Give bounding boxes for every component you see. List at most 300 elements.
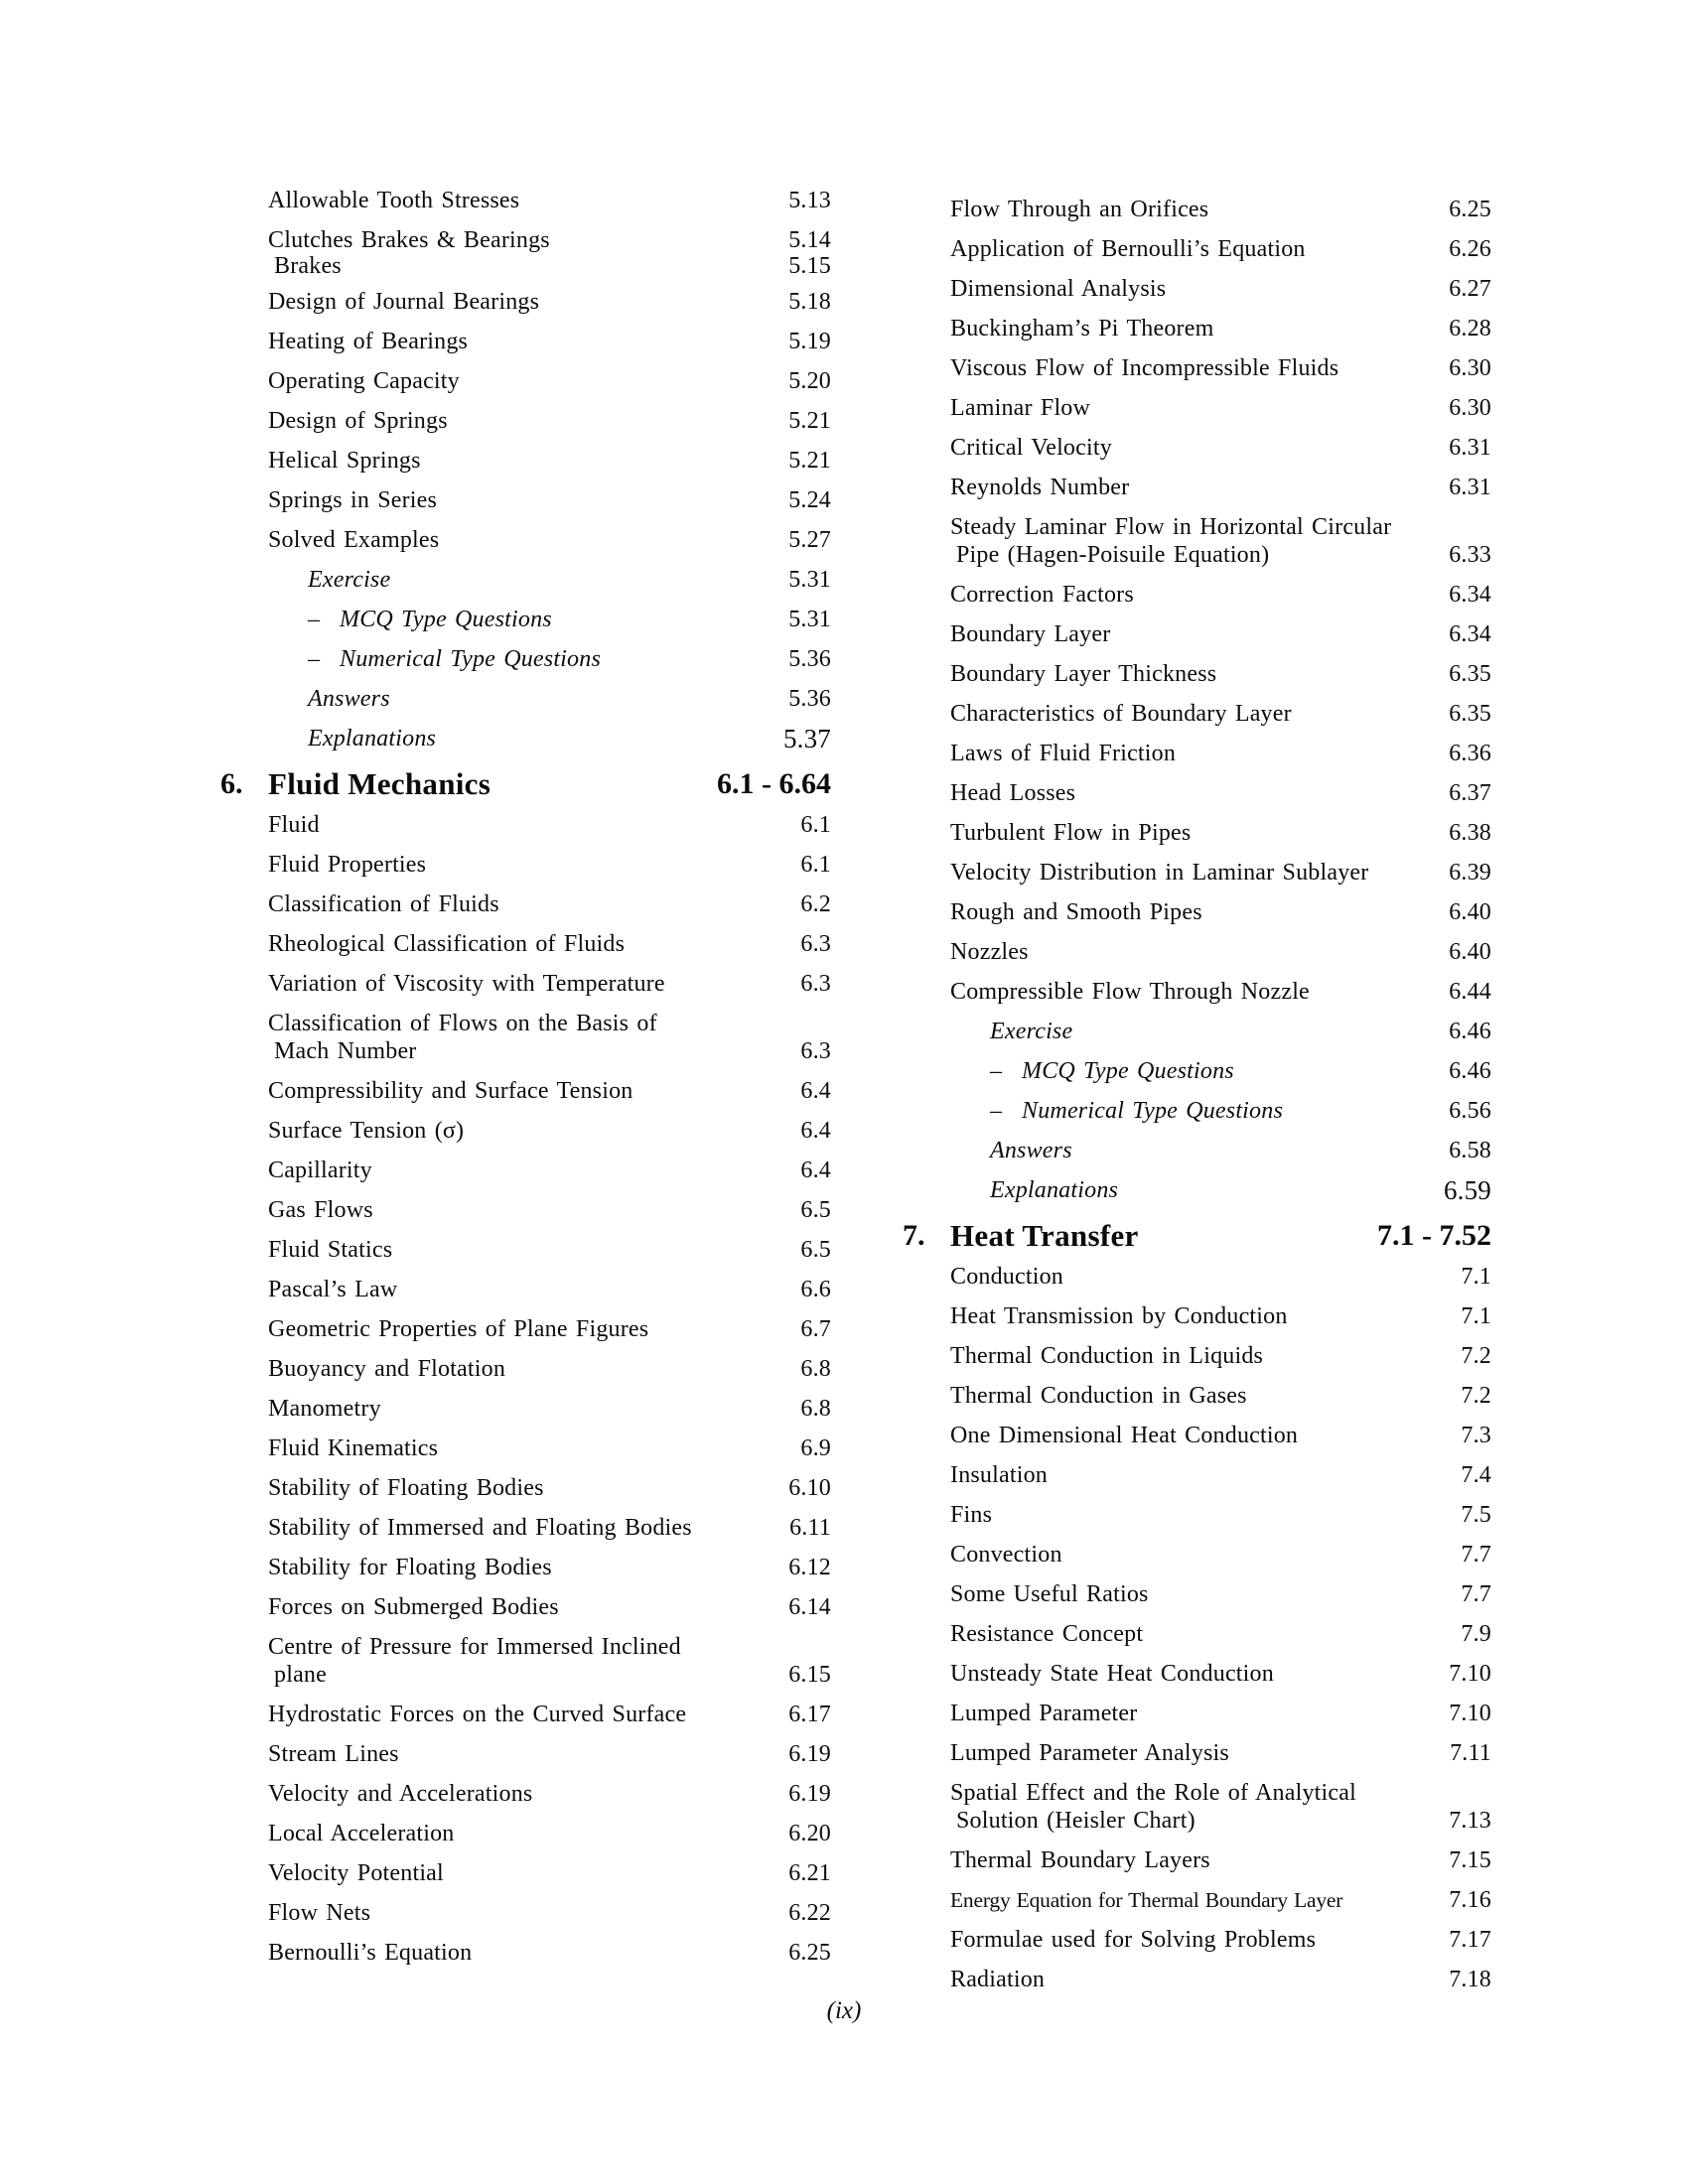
toc-entry-page: 7.9 — [1461, 1621, 1491, 1647]
toc-entry — [950, 1574, 1491, 1614]
toc-entry-label — [268, 486, 437, 514]
toc-entry-label — [950, 196, 1208, 223]
toc-entry-label — [950, 859, 1368, 887]
toc-entry-page: 5.31 — [788, 607, 831, 632]
toc-entry-line1: Stability for Floating Bodies — [268, 1555, 552, 1580]
toc-entry-line1: Rough and Smooth Pipes — [950, 899, 1202, 925]
toc-entry-label — [950, 1966, 1045, 1993]
toc-entry-page: 6.17 — [788, 1702, 831, 1727]
toc-entry — [950, 1455, 1491, 1495]
toc-entry-label — [268, 1633, 681, 1689]
toc-entry-label — [268, 1395, 381, 1423]
toc-entry-label — [268, 645, 601, 673]
toc-entry-page: 5.14 — [788, 227, 831, 253]
toc-entry-label — [268, 407, 448, 435]
toc-entry-label — [950, 1097, 1283, 1125]
toc-entry-label — [950, 660, 1216, 688]
toc-entry-line1: Stability of Immersed and Floating Bodies — [268, 1515, 692, 1541]
toc-entry — [268, 1270, 831, 1309]
toc-entry — [950, 813, 1491, 853]
toc-entry-line1: Gas Flows — [268, 1197, 373, 1223]
toc-entry-line1: Surface Tension (σ) — [268, 1118, 465, 1144]
toc-entry-line1: Brakes — [274, 253, 342, 279]
toc-entry-label — [950, 1779, 1356, 1835]
toc-entry-line1: Design of Springs — [268, 408, 448, 434]
toc-entry-line1: Dimensional Analysis — [950, 276, 1167, 302]
toc-entry — [268, 639, 831, 679]
toc-entry-line1: Exercise — [308, 567, 391, 593]
toc-entry-label — [268, 1077, 633, 1105]
toc-entry-page: 6.39 — [1449, 860, 1491, 886]
toc-entry — [950, 507, 1491, 575]
toc-entry-page: 6.4 — [800, 1158, 831, 1183]
toc-entry-page: 6.35 — [1449, 701, 1491, 727]
toc-entry-line1: Energy Equation for Thermal Boundary Layer — [950, 1888, 1343, 1912]
toc-entry — [950, 1880, 1491, 1920]
toc-entry-label — [268, 1780, 532, 1808]
toc-entry — [950, 614, 1491, 654]
toc-entry-label — [268, 890, 499, 918]
chapter-title: Heat Transfer — [950, 1218, 1139, 1253]
toc-entry-label — [950, 1620, 1143, 1648]
toc-entry-page: 6.5 — [800, 1197, 831, 1223]
toc-entry-page: 6.11 — [789, 1515, 831, 1541]
toc-entry-line1: Formulae used for Solving Problems — [950, 1927, 1317, 1953]
toc-entry-label — [268, 1701, 686, 1728]
toc-entry-label — [268, 187, 519, 214]
toc-entry-line1: Compressible Flow Through Nozzle — [950, 979, 1310, 1005]
toc-entry-label — [950, 235, 1306, 263]
toc-entry-page: 7.4 — [1461, 1462, 1491, 1488]
page-footer: (ix) — [826, 1997, 862, 2024]
toc-entry-line1: Hydrostatic Forces on the Curved Surface — [268, 1702, 687, 1727]
toc-entry-label — [950, 1018, 1072, 1045]
toc-entry-label — [950, 1580, 1149, 1608]
toc-entry-label — [950, 1501, 992, 1529]
toc-entry-page: 5.37 — [782, 724, 831, 753]
toc-entry — [950, 1614, 1491, 1654]
toc-entry — [268, 181, 831, 220]
toc-entry — [268, 1151, 831, 1190]
toc-entry-page: 6.19 — [788, 1741, 831, 1767]
toc-entry-page: 6.3 — [800, 1038, 831, 1064]
toc-entry-line1: Convection — [950, 1542, 1062, 1568]
toc-entry-label — [950, 978, 1310, 1006]
toc-entry-line1: Geometric Properties of Plane Figures — [268, 1316, 649, 1342]
toc-entry — [268, 220, 831, 260]
toc-entry-label — [268, 1514, 692, 1542]
toc-entry-label — [268, 526, 439, 554]
toc-entry-line1: Characteristics of Boundary Layer — [950, 701, 1292, 727]
toc-entry-label — [950, 354, 1338, 382]
toc-entry-line1: Classification of Fluids — [268, 891, 499, 917]
toc-entry-line1: Nozzles — [950, 939, 1029, 965]
toc-entry-line1: Helical Springs — [268, 448, 421, 474]
toc-entry-label — [268, 226, 550, 254]
chapter-number: 6. — [220, 767, 243, 800]
toc-entry-line1: Explanations — [308, 726, 437, 751]
toc-entry-line1: Boundary Layer — [950, 621, 1111, 647]
toc-entry — [950, 1495, 1491, 1535]
toc-entry-line1: Lumped Parameter Analysis — [950, 1740, 1229, 1766]
toc-entry-label — [268, 811, 320, 839]
toc-entry-line1: Some Useful Ratios — [950, 1581, 1149, 1607]
toc-entry-line1: Numerical Type Questions — [340, 646, 601, 672]
toc-entry-page: 6.14 — [788, 1594, 831, 1620]
toc-entry-page: 7.13 — [1449, 1808, 1491, 1834]
toc-entry-line2: Mach Number — [274, 1038, 417, 1064]
toc-entry — [950, 1170, 1491, 1210]
toc-entry-label — [950, 394, 1090, 422]
toc-entry-line1: Operating Capacity — [268, 368, 460, 394]
toc-entry — [268, 1814, 831, 1853]
toc-entry-label — [950, 1739, 1229, 1767]
toc-entry — [268, 1695, 831, 1734]
toc-entry-label — [950, 819, 1191, 847]
toc-entry-line1: Centre of Pressure for Immersed Inclined — [268, 1634, 681, 1660]
toc-entry — [268, 253, 831, 282]
toc-entry-page: 6.37 — [1449, 780, 1491, 806]
toc-entry-line1: Stream Lines — [268, 1741, 399, 1767]
toc-entry-line1: Solved Examples — [268, 527, 440, 553]
toc-entry — [950, 1535, 1491, 1574]
toc-entry-label — [950, 275, 1166, 303]
toc-entry — [268, 1853, 831, 1893]
toc-entry-line1: Forces on Submerged Bodies — [268, 1594, 559, 1620]
toc-entry-page: 7.18 — [1449, 1967, 1491, 1992]
toc-entry — [268, 1071, 831, 1111]
toc-entry-label — [950, 1382, 1247, 1410]
toc-entry-label — [268, 1236, 392, 1264]
toc-entry-label — [950, 1422, 1298, 1449]
toc-entry-label — [950, 513, 1391, 569]
toc-entry-page: 6.19 — [788, 1781, 831, 1807]
toc-entry — [950, 269, 1491, 309]
toc-entry-label — [950, 1926, 1316, 1954]
toc-entry-page: 7.10 — [1449, 1661, 1491, 1687]
toc-entry — [950, 1694, 1491, 1733]
toc-entry-page: 6.22 — [788, 1900, 831, 1926]
toc-entry-label — [950, 1700, 1137, 1727]
toc-entry — [268, 1627, 831, 1695]
toc-entry — [268, 719, 831, 758]
toc-entry-line1: Steady Laminar Flow in Horizontal Circular — [950, 514, 1392, 540]
toc-entry-page: 6.2 — [800, 891, 831, 917]
toc-entry-label — [268, 1117, 464, 1145]
toc-entry-label — [950, 1302, 1288, 1330]
toc-entry-line1: Buoyancy and Flotation — [268, 1356, 506, 1382]
toc-entry-line1: Conduction — [950, 1264, 1063, 1290]
toc-entry-line1: Flow Nets — [268, 1900, 371, 1926]
toc-entry-page: 7.11 — [1450, 1740, 1491, 1766]
toc-entry-page: 5.15 — [788, 253, 831, 279]
toc-entry-page: 6.31 — [1449, 435, 1491, 461]
toc-entry-line1: Answers — [990, 1138, 1072, 1163]
toc-entry-page: 7.15 — [1449, 1847, 1491, 1873]
toc-entry-page: 7.17 — [1449, 1927, 1491, 1953]
toc-entry-label — [268, 1899, 370, 1927]
toc-entry-label — [950, 898, 1202, 926]
toc-entry-page: 6.34 — [1449, 582, 1491, 608]
toc-entry — [950, 1960, 1491, 1999]
dash-bullet: – — [990, 1058, 1003, 1084]
toc-entry-page: 6.44 — [1449, 979, 1491, 1005]
toc-entry — [950, 932, 1491, 972]
toc-entry — [268, 401, 831, 441]
toc-entry-line1: Insulation — [950, 1462, 1048, 1488]
toc-entry — [950, 468, 1491, 507]
toc-entry-page: 6.8 — [800, 1356, 831, 1382]
toc-entry-page: 6.10 — [788, 1475, 831, 1501]
toc-entry — [268, 1349, 831, 1389]
toc-entry-label — [268, 1554, 552, 1581]
toc-column-right — [903, 190, 1491, 1999]
toc-entry-line1: Heating of Bearings — [268, 329, 469, 354]
toc-entry-label — [950, 474, 1129, 501]
toc-entry-line1: Unsteady State Heat Conduction — [950, 1661, 1274, 1687]
toc-entry-line1: MCQ Type Questions — [340, 607, 552, 632]
toc-entry-page: 7.2 — [1461, 1343, 1491, 1369]
toc-entry-page: 6.1 — [800, 812, 831, 838]
toc-entry-label — [268, 930, 625, 958]
toc-entry — [950, 1654, 1491, 1694]
toc-entry — [950, 1773, 1491, 1841]
toc-entry-line1: Fluid Statics — [268, 1237, 393, 1263]
toc-entry-page: 6.21 — [788, 1860, 831, 1886]
toc-entry — [268, 1190, 831, 1230]
toc-entry-line1: Manometry — [268, 1396, 381, 1422]
toc-entry — [268, 560, 831, 600]
toc-entry — [268, 1468, 831, 1508]
toc-entry-line1: Thermal Boundary Layers — [950, 1847, 1210, 1873]
toc-entry — [268, 1893, 831, 1933]
toc-entry-label — [950, 1846, 1210, 1874]
toc-entry — [950, 1051, 1491, 1091]
toc-entry-label — [268, 566, 390, 594]
toc-entry-line1: One Dimensional Heat Conduction — [950, 1423, 1299, 1448]
toc-entry — [950, 1131, 1491, 1170]
toc-entry-page: 6.1 — [800, 852, 831, 878]
toc-entry — [268, 1429, 831, 1468]
toc-entry — [950, 773, 1491, 813]
toc-entry-line1: Buckingham’s Pi Theorem — [950, 316, 1214, 341]
toc-entry — [950, 1336, 1491, 1376]
toc-entry — [950, 654, 1491, 694]
toc-entry-page: 6.12 — [788, 1555, 831, 1580]
toc-entry-page: 6.33 — [1449, 542, 1491, 568]
toc-entry-page: 6.4 — [800, 1078, 831, 1104]
toc-entry-label — [268, 685, 390, 713]
toc-entry — [268, 885, 831, 924]
toc-entry-line1: Springs in Series — [268, 487, 438, 513]
toc-entry-line1: Resistance Concept — [950, 1621, 1144, 1647]
toc-entry-line1: Velocity and Accelerations — [268, 1781, 533, 1807]
toc-entry-page: 6.3 — [800, 931, 831, 957]
toc-entry-page: 6.40 — [1449, 939, 1491, 965]
toc-entry-page: 6.5 — [800, 1237, 831, 1263]
toc-entry — [950, 853, 1491, 892]
toc-entry-label — [268, 1939, 472, 1967]
toc-entry-page: 6.46 — [1449, 1058, 1491, 1084]
toc-entry-label — [950, 1886, 1342, 1914]
chapter-page-range: 6.1 - 6.64 — [717, 767, 831, 800]
toc-entry — [950, 694, 1491, 734]
toc-entry — [950, 428, 1491, 468]
toc-entry-label — [268, 1355, 505, 1383]
toc-entry-line1: Stability of Floating Bodies — [268, 1475, 544, 1501]
toc-entry-label — [268, 1315, 648, 1343]
toc-entry-page: 6.40 — [1449, 899, 1491, 925]
toc-entry-label — [268, 252, 342, 280]
dash-bullet: – — [990, 1098, 1003, 1124]
toc-entry-page: 6.25 — [788, 1940, 831, 1966]
toc-entry — [268, 1389, 831, 1429]
toc-entry-label — [950, 1263, 1063, 1291]
toc-entry — [268, 924, 831, 964]
toc-entry-page: 6.15 — [788, 1662, 831, 1688]
toc-entry-page: 7.1 — [1461, 1303, 1491, 1329]
chapter-heading — [220, 758, 831, 805]
toc-entry-line1: Heat Transmission by Conduction — [950, 1303, 1288, 1329]
toc-entry-page: 6.3 — [800, 971, 831, 997]
toc-entry — [950, 1257, 1491, 1297]
toc-entry-line1: Fluid Properties — [268, 852, 427, 878]
dash-bullet: – — [308, 607, 321, 632]
toc-entry-line1: Velocity Distribution in Laminar Sublayer — [950, 860, 1369, 886]
toc-entry — [268, 679, 831, 719]
toc-entry-page: 5.18 — [788, 289, 831, 315]
toc-entry-page: 5.20 — [788, 368, 831, 394]
dash-bullet: – — [308, 646, 321, 672]
toc-entry — [268, 480, 831, 520]
toc-column-left — [220, 181, 831, 1973]
toc-entry-page: 6.31 — [1449, 475, 1491, 500]
toc-entry — [950, 1091, 1491, 1131]
toc-entry — [950, 1297, 1491, 1336]
toc-entry-page: 5.27 — [788, 527, 831, 553]
toc-entry-label — [950, 1461, 1048, 1489]
toc-entry-line1: Allowable Tooth Stresses — [268, 188, 520, 213]
toc-entry-page: 7.3 — [1461, 1423, 1491, 1448]
toc-entry-label — [950, 434, 1112, 462]
toc-entry-page: 5.31 — [788, 567, 831, 593]
toc-entry — [268, 1734, 831, 1774]
toc-entry-label — [268, 1740, 399, 1768]
toc-entry-label — [950, 1176, 1118, 1204]
toc-entry — [950, 309, 1491, 348]
toc-entry — [950, 734, 1491, 773]
toc-entry-page: 5.24 — [788, 487, 831, 513]
toc-entry-line1: Viscous Flow of Incompressible Fluids — [950, 355, 1339, 381]
toc-entry — [950, 1733, 1491, 1773]
toc-entry — [268, 520, 831, 560]
toc-entry-label — [950, 620, 1110, 648]
toc-entry-page: 6.46 — [1449, 1019, 1491, 1044]
toc-entry-page: 7.1 — [1461, 1264, 1491, 1290]
toc-entry-label — [950, 1541, 1062, 1569]
toc-entry-line1: Laws of Fluid Friction — [950, 741, 1177, 766]
toc-entry-label — [268, 1434, 438, 1462]
toc-entry-line1: Compressibility and Surface Tension — [268, 1078, 633, 1104]
toc-entry-page: 6.28 — [1449, 316, 1491, 341]
toc-entry-line1: Application of Bernoulli’s Equation — [950, 236, 1306, 262]
toc-entry-label — [268, 288, 539, 316]
toc-entry-line1: Radiation — [950, 1967, 1046, 1992]
toc-entry-page: 5.21 — [788, 408, 831, 434]
toc-entry-line1: Answers — [308, 686, 390, 712]
toc-entry-page: 6.27 — [1449, 276, 1491, 302]
toc-entry-page: 6.30 — [1449, 355, 1491, 381]
chapter-page-range: 7.1 - 7.52 — [1377, 1219, 1491, 1252]
toc-entry — [950, 1012, 1491, 1051]
toc-entry-line1: Flow Through an Orifices — [950, 197, 1209, 222]
toc-entry — [268, 1774, 831, 1814]
toc-entry-line1: Explanations — [990, 1177, 1119, 1203]
toc-entry-label — [268, 1859, 444, 1887]
toc-entry-label — [950, 581, 1134, 609]
toc-entry-label — [950, 1342, 1263, 1370]
toc-entry-page: 6.56 — [1449, 1098, 1491, 1124]
toc-entry-label — [268, 1474, 544, 1502]
toc-entry-page: 6.30 — [1449, 395, 1491, 421]
toc-entry-label — [268, 851, 426, 879]
toc-entry-line1: Fluid Kinematics — [268, 1435, 439, 1461]
toc-entry-line2: plane — [274, 1662, 327, 1688]
toc-entry — [268, 361, 831, 401]
toc-entry-line1: Numerical Type Questions — [1022, 1098, 1283, 1124]
toc-entry-page: 6.4 — [800, 1118, 831, 1144]
toc-entry-page: 7.10 — [1449, 1701, 1491, 1726]
toc-entry-page: 5.36 — [788, 646, 831, 672]
toc-entry-label — [268, 970, 665, 998]
toc-entry-page: 6.25 — [1449, 197, 1491, 222]
toc-entry — [268, 282, 831, 322]
toc-entry — [950, 388, 1491, 428]
toc-entry — [268, 805, 831, 845]
toc-entry-page: 6.26 — [1449, 236, 1491, 262]
toc-entry-line2: Pipe (Hagen-Poisuile Equation) — [956, 542, 1270, 568]
toc-entry-page: 6.59 — [1443, 1175, 1491, 1205]
toc-entry-label — [950, 700, 1292, 728]
toc-entry-label — [268, 447, 421, 475]
toc-entry-line1: MCQ Type Questions — [1022, 1058, 1234, 1084]
toc-entry-line1: Bernoulli’s Equation — [268, 1940, 473, 1966]
toc-entry — [268, 322, 831, 361]
toc-entry — [268, 600, 831, 639]
toc-entry — [950, 575, 1491, 614]
toc-entry-page: 6.58 — [1449, 1138, 1491, 1163]
toc-entry — [268, 845, 831, 885]
toc-entry-line1: Lumped Parameter — [950, 1701, 1138, 1726]
toc-entry — [950, 1920, 1491, 1960]
toc-entry-line1: Turbulent Flow in Pipes — [950, 820, 1192, 846]
toc-entry — [950, 229, 1491, 269]
toc-entry — [950, 1416, 1491, 1455]
toc-entry — [950, 348, 1491, 388]
chapter-number: 7. — [903, 1219, 925, 1252]
toc-entry-page: 6.6 — [800, 1277, 831, 1302]
toc-entry-page: 7.7 — [1461, 1581, 1491, 1607]
toc-entry-line1: Local Acceleration — [268, 1821, 455, 1846]
chapter-heading — [903, 1210, 1491, 1257]
toc-entry-page: 7.2 — [1461, 1383, 1491, 1409]
toc-entry-line1: Boundary Layer Thickness — [950, 661, 1217, 687]
toc-entry-line1: Exercise — [990, 1019, 1073, 1044]
toc-entry-line1: Velocity Potential — [268, 1860, 444, 1886]
toc-entry-line1: Reynolds Number — [950, 475, 1130, 500]
toc-entry-label — [268, 1820, 455, 1847]
toc-entry-line1: Pascal’s Law — [268, 1277, 398, 1302]
